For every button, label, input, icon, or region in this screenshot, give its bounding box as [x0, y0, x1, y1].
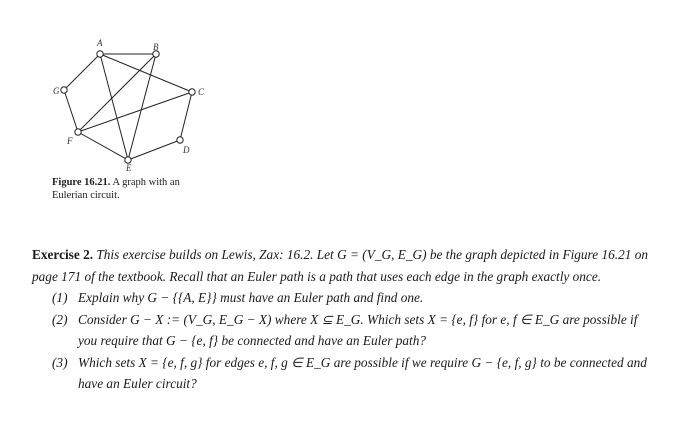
- edge-F-E: [78, 132, 128, 160]
- exercise-title: Exercise 2.: [32, 247, 94, 262]
- exercise-item-2: [32, 309, 658, 352]
- vertex-label-G: G: [53, 86, 60, 96]
- caption-text: A graph with an Eulerian circuit.: [52, 177, 180, 201]
- vertex-G: [61, 87, 67, 93]
- vertex-A: [97, 51, 103, 57]
- edge-F-C: [78, 92, 192, 132]
- item-number: (3): [52, 354, 68, 370]
- edge-D-C: [180, 92, 192, 140]
- edge-E-D: [128, 140, 180, 160]
- vertex-D: [177, 137, 183, 143]
- item-text: Which sets X = {e, f, g} for edges e, f, g ∈ E_G are possible if we require G − {e, f, g} to be connected and have an Euler circuit?: [78, 354, 647, 391]
- item-text: Explain why G − {{A, E}} must have an Euler path and find one.: [78, 290, 424, 305]
- vertex-label-D: D: [183, 145, 190, 155]
- vertex-C: [189, 89, 195, 95]
- exercise-intro-text: This exercise builds on Lewis, Zax: 16.2. Let G = (V_G, E_G) be the graph depicted in Figure 16.21 on page 171 of the textbook. Recall that an Euler path is a path that uses each edge in the graph exactly once.: [32, 247, 649, 284]
- edge-G-A: [64, 54, 100, 90]
- edge-A-C: [100, 54, 192, 92]
- vertex-label-A: A: [97, 38, 103, 48]
- exercise-items: [32, 287, 658, 395]
- edge-E-B: [128, 54, 156, 160]
- edge-A-E: [100, 54, 128, 160]
- exercise-intro: [32, 244, 658, 287]
- exercise-item-3: [32, 352, 658, 395]
- caption-label: Figure 16.21.: [52, 177, 111, 188]
- vertex-F: [75, 129, 81, 135]
- exercise-block: [32, 244, 658, 395]
- figure-caption: [52, 176, 202, 202]
- graph-figure: [40, 28, 230, 178]
- item-number: (1): [52, 290, 68, 305]
- vertex-label-C: C: [198, 87, 205, 97]
- item-number: (2): [52, 311, 68, 327]
- vertex-label-B: B: [153, 42, 159, 52]
- vertex-label-E: E: [126, 163, 132, 173]
- item-text: Consider G − X := (V_G, E_G − X) where X ⊆ E_G. Which sets X = {e, f} for e, f ∈ E_G are possible if you require that G − {e, f} be connected and have an Euler path?: [78, 311, 638, 348]
- exercise-item-1: [32, 287, 658, 309]
- graph-diagram: [40, 28, 230, 178]
- edge-G-F: [64, 90, 78, 132]
- vertex-label-F: F: [67, 136, 73, 146]
